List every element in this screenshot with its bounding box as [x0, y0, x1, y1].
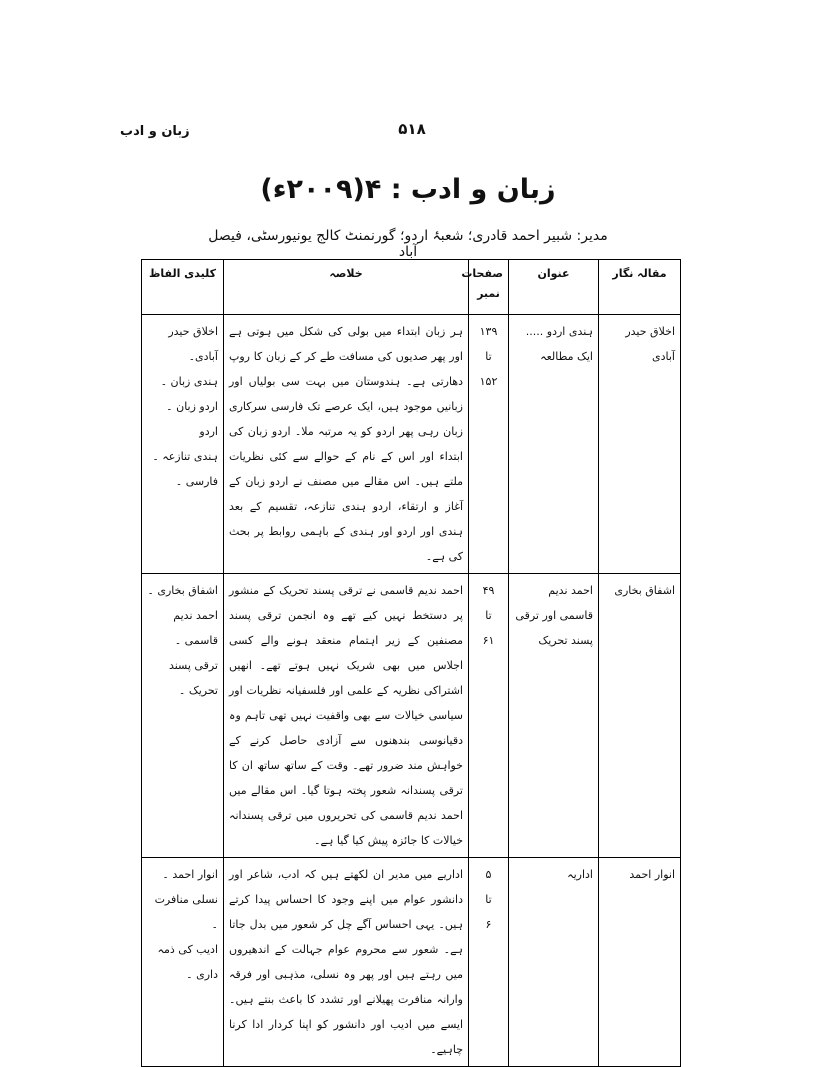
running-head: زبان و ادب	[120, 124, 190, 139]
keyword: اردو زبان ۔ اردو	[166, 400, 218, 438]
keyword: ترقی پسند تحریک ۔	[168, 659, 218, 697]
header-author: مقالہ نگار	[599, 260, 681, 315]
title-cell: اداریہ	[509, 858, 599, 1067]
keyword: اخلاق حیدر آبادی۔	[168, 325, 218, 363]
header-title: عنوان	[509, 260, 599, 315]
journal-title: زبان و ادب : ۴(۲۰۰۹ء)	[260, 174, 556, 205]
header-keywords: کلیدی الفاظ	[142, 260, 224, 315]
page-number: ۵۱۸	[398, 120, 426, 138]
page-end: ۶	[485, 918, 492, 931]
page-to: تا	[485, 350, 492, 363]
title-cell: احمد ندیم قاسمی اور ترقی پسند تحریک	[509, 574, 599, 858]
title-cell: ہندی اردو ..... ایک مطالعہ	[509, 315, 599, 574]
author-cell: انوار احمد	[599, 858, 681, 1067]
page-start: ۱۳۹	[479, 325, 498, 338]
keyword: ہندی زبان ۔	[160, 375, 218, 388]
pages-cell	[469, 858, 509, 1067]
author-cell: اشفاق بخاری	[599, 574, 681, 858]
abstract-cell: احمد ندیم قاسمی نے ترقی پسند تحریک کے منشور پر دستخط نہیں کیے تھے وہ انجمن ترقی پسند مصنفین کے زیر اہتمام منعقد ہونے والے کسی اجلاس میں بھی شریک نہیں ہوتے تھے۔ انھیں اشتراکی نظریہ کے علمی اور فلسفیانہ نظریات اور سیاسی خیالات سے بھی واقفیت نہیں تھی تاہم وہ دقیانوسی بندھنوں سے آزادی حاصل کرنے کے خواہش مند ضرور تھے۔ وقت کے ساتھ ساتھ ان کا ترقی پسندانہ شعور پختہ ہوتا گیا۔ اس مقالے میں احمد ندیم قاسمی کی تحریروں میں ترقی پسندانہ خیالات کا جائزہ پیش کیا گیا ہے۔	[224, 574, 469, 858]
keywords-cell	[142, 858, 224, 1067]
pages-cell	[469, 574, 509, 858]
keyword: انوار احمد ۔	[162, 868, 218, 881]
keyword: ادیب کی ذمہ	[157, 943, 218, 956]
editor-line: مدیر: شبیر احمد قادری؛ شعبۂ اردو؛ گورنمنٹ کالج یونیورسٹی، فیصل آباد	[208, 228, 608, 260]
keywords-cell	[142, 315, 224, 574]
keyword: اشفاق بخاری ۔	[147, 584, 218, 597]
page-end: ۱۵۲	[479, 375, 498, 388]
keywords-cell	[142, 574, 224, 858]
abstract-cell: اداریے میں مدیر ان لکھتے ہیں کہ ادب، شاعر اور دانشور عوام میں اپنے وجود کا احساس پیدا کرتے ہیں۔ یہی احساس آگے چل کر شعور میں بدل جاتا ہے۔ شعور سے محروم عوام جہالت کے اندھیروں میں رہتے ہیں اور پھر وہ نسلی، مذہبی اور فرقہ وارانہ منافرت پھیلانے اور تشدد کا باعث بنتے ہیں۔ ایسے میں ادیب اور دانشور کو اپنا کردار ادا کرنا چاہیے۔	[224, 858, 469, 1067]
header-abstract: خلاصہ	[224, 260, 469, 315]
table-row	[142, 574, 681, 858]
index-table	[141, 259, 681, 1067]
pages-cell	[469, 315, 509, 574]
page-to: تا	[485, 893, 492, 906]
page-start: ۵	[485, 868, 492, 881]
page-start: ۴۹	[482, 584, 495, 597]
page-to: تا	[485, 609, 492, 622]
header-pages: صفحات نمبر	[469, 260, 509, 315]
table-row	[142, 315, 681, 574]
keyword: احمد ندیم قاسمی ۔	[173, 609, 218, 647]
keyword: داری ۔	[186, 968, 218, 981]
table-header-row	[142, 260, 681, 315]
page-end: ۶۱	[482, 634, 495, 647]
keyword: ہندی تنازعہ ۔	[152, 450, 218, 463]
table-row	[142, 858, 681, 1067]
keyword: نسلی منافرت ۔	[154, 893, 218, 931]
abstract-cell: ہر زبان ابتداء میں بولی کی شکل میں ہوتی ہے اور پھر صدیوں کی مسافت طے کر کے زبان کا روپ دھارتی ہے۔ ہندوستان میں بہت سی بولیاں اور زبانیں موجود ہیں، ایک عرصے تک فارسی سرکاری زبان رہی پھر اردو کو یہ مرتبہ ملا۔ اردو زبان کی ابتداء اور اس کے نام کے حوالے سے کئی نظریات ملتے ہیں۔ اس مقالے میں مصنف نے اردو زبان کے آغاز و ارتقاء، اردو ہندی تنازعہ، تقسیم کے بعد ہندی اور اردو اور ہندی کے باہمی روابط پر بحث کی ہے۔	[224, 315, 469, 574]
author-cell: اخلاق حیدر آبادی	[599, 315, 681, 574]
keyword: فارسی ۔	[175, 475, 218, 488]
